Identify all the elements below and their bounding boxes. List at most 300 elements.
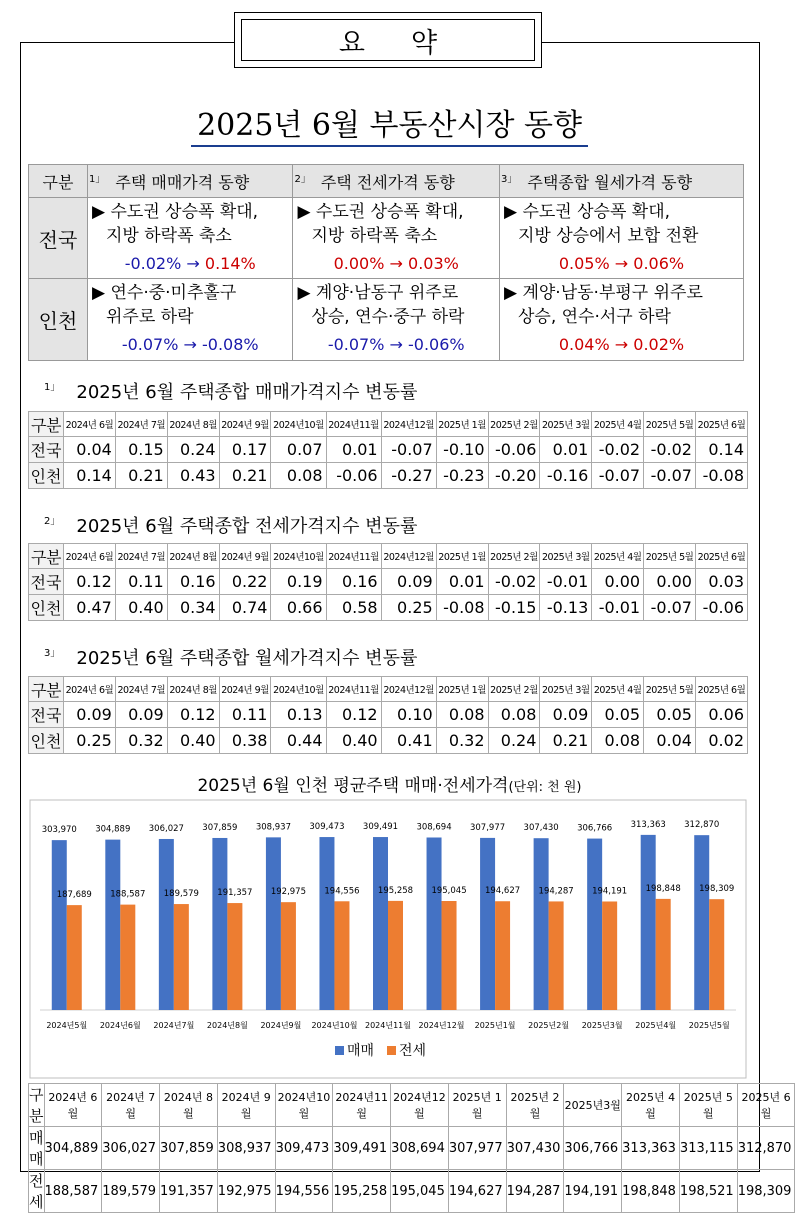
bar-전세 bbox=[388, 901, 403, 1010]
value-to: 0.03% bbox=[408, 254, 459, 273]
row-label: 전국 bbox=[29, 702, 64, 728]
table-cell: -0.16 bbox=[540, 463, 592, 489]
table-cell: 195,258 bbox=[333, 1170, 391, 1213]
month-header: 2024년 7월 bbox=[115, 412, 167, 437]
bar-매매 bbox=[159, 839, 174, 1010]
section-num: 2」 bbox=[44, 516, 61, 527]
table-cell: -0.23 bbox=[436, 463, 488, 489]
bar-매매 bbox=[212, 838, 227, 1010]
table-cell: -0.07 bbox=[381, 437, 436, 463]
table-header-row bbox=[29, 412, 748, 437]
summary-col-3 bbox=[499, 165, 743, 198]
x-tick-label: 2024년12월 bbox=[418, 1021, 465, 1030]
data-label: 308,694 bbox=[416, 822, 452, 833]
col-num: 3」 bbox=[500, 173, 518, 185]
col-label: 구분 bbox=[29, 412, 64, 437]
x-tick-label: 2024년5월 bbox=[46, 1021, 88, 1030]
month-header: 2025년3월 bbox=[564, 1084, 622, 1127]
x-tick-label: 2024년7월 bbox=[153, 1021, 195, 1030]
month-header: 2025년 4월 bbox=[592, 544, 644, 569]
table-cell: 0.58 bbox=[326, 595, 381, 621]
table-cell: 0.11 bbox=[219, 702, 271, 728]
bar-전세 bbox=[120, 905, 135, 1010]
bar-매매 bbox=[534, 838, 549, 1010]
table-cell: -0.07 bbox=[592, 463, 644, 489]
cell-line: ▶ 수도권 상승폭 확대, bbox=[503, 202, 671, 222]
row-label: 인천 bbox=[29, 728, 64, 754]
data-label: 304,889 bbox=[95, 824, 131, 835]
table-cell: 313,115 bbox=[679, 1127, 737, 1170]
month-header: 2025년 5월 bbox=[644, 412, 696, 437]
table-cell: 0.16 bbox=[167, 569, 219, 595]
table-cell: -0.08 bbox=[695, 463, 747, 489]
table-cell: 307,430 bbox=[506, 1127, 564, 1170]
rate-table-jeonse bbox=[28, 543, 748, 621]
table-cell: 189,579 bbox=[102, 1170, 160, 1213]
table-cell: 0.74 bbox=[219, 595, 271, 621]
bar-전세 bbox=[549, 901, 564, 1010]
month-header: 2025년 1월 bbox=[436, 412, 488, 437]
cell-line: ▶ 연수·중·미추홀구 bbox=[92, 283, 237, 303]
table-cell: 0.01 bbox=[540, 437, 592, 463]
table-cell: 0.66 bbox=[271, 595, 326, 621]
month-header: 2025년 4월 bbox=[622, 1084, 680, 1127]
price-bar-chart bbox=[30, 800, 746, 1078]
table-cell: 308,694 bbox=[391, 1127, 449, 1170]
data-label: 194,556 bbox=[324, 886, 360, 897]
month-header: 2025년 1월 bbox=[448, 1084, 506, 1127]
table-row bbox=[29, 595, 748, 621]
data-label: 309,473 bbox=[309, 822, 345, 833]
table-cell: 195,045 bbox=[391, 1170, 449, 1213]
bar-전세 bbox=[442, 901, 457, 1010]
bar-매매 bbox=[427, 837, 442, 1010]
bar-전세 bbox=[174, 904, 189, 1010]
table-row bbox=[29, 1170, 795, 1213]
table-cell: 0.00 bbox=[592, 569, 644, 595]
row-label: 인천 bbox=[29, 279, 88, 361]
table-cell: 0.17 bbox=[219, 437, 271, 463]
table-cell: 0.06 bbox=[695, 702, 747, 728]
month-header: 2025년 5월 bbox=[644, 544, 696, 569]
table-cell: 0.40 bbox=[115, 595, 167, 621]
month-header: 2024년11월 bbox=[326, 677, 381, 702]
table-cell: 0.05 bbox=[592, 702, 644, 728]
table-cell: -0.06 bbox=[326, 463, 381, 489]
bar-전세 bbox=[656, 899, 671, 1010]
month-header: 2025년 6월 bbox=[695, 412, 747, 437]
month-header: 2025년 2월 bbox=[488, 412, 540, 437]
data-label: 313,363 bbox=[630, 819, 666, 830]
bar-전세 bbox=[67, 905, 82, 1010]
table-cell: 0.21 bbox=[219, 463, 271, 489]
value-to: 0.14% bbox=[204, 254, 256, 273]
table-cell: -0.06 bbox=[695, 595, 747, 621]
bar-매매 bbox=[52, 840, 67, 1010]
legend-label: 전세 bbox=[399, 1043, 427, 1059]
bar-매매 bbox=[694, 835, 709, 1010]
arrow-icon: → bbox=[186, 254, 200, 273]
table-cell: 0.03 bbox=[695, 569, 747, 595]
row-label: 전국 bbox=[29, 569, 64, 595]
month-header: 2024년 9월 bbox=[217, 1084, 275, 1127]
table-cell: -0.06 bbox=[488, 437, 540, 463]
x-tick-label: 2025년1월 bbox=[474, 1021, 516, 1030]
month-header: 2024년 8월 bbox=[160, 1084, 218, 1127]
table-cell: -0.01 bbox=[540, 569, 592, 595]
table-cell: 309,473 bbox=[275, 1127, 333, 1170]
table-cell: 306,766 bbox=[564, 1127, 622, 1170]
table-cell: 0.08 bbox=[592, 728, 644, 754]
data-label: 194,191 bbox=[592, 886, 628, 897]
table-cell: 309,491 bbox=[333, 1127, 391, 1170]
summary-badge bbox=[234, 12, 542, 68]
bar-매매 bbox=[105, 840, 120, 1010]
arrow-icon: → bbox=[183, 335, 197, 354]
value-from: 0.00% bbox=[333, 254, 385, 273]
chart-unit: (단위: 천 원) bbox=[508, 780, 582, 795]
row-label: 매매 bbox=[29, 1127, 45, 1170]
summary-col-label: 구분 bbox=[29, 165, 88, 198]
table-cell: -0.15 bbox=[488, 595, 540, 621]
summary-cell bbox=[293, 198, 500, 279]
month-header: 2024년11월 bbox=[326, 544, 381, 569]
table-header-row bbox=[29, 677, 748, 702]
month-header: 2025년 2월 bbox=[506, 1084, 564, 1127]
legend-swatch bbox=[335, 1046, 344, 1055]
table-header-row bbox=[29, 544, 748, 569]
page-title bbox=[0, 100, 779, 144]
legend-label: 매매 bbox=[347, 1043, 375, 1059]
month-header: 2025년 2월 bbox=[488, 677, 540, 702]
summary-cell bbox=[499, 198, 743, 279]
table-cell: -0.01 bbox=[592, 595, 644, 621]
value-from: 0.05% bbox=[558, 254, 610, 273]
cell-line: 상승, 연수·중구 하락 bbox=[311, 307, 465, 327]
table-cell: 0.43 bbox=[167, 463, 219, 489]
row-label: 전세 bbox=[29, 1170, 45, 1213]
table-cell: -0.27 bbox=[381, 463, 436, 489]
data-label: 303,970 bbox=[41, 825, 77, 836]
table-cell: 198,309 bbox=[737, 1170, 795, 1213]
x-tick-label: 2024년9월 bbox=[260, 1021, 302, 1030]
section-title: 2025년 6월 주택종합 전세가격지수 변동률 bbox=[76, 516, 418, 537]
table-cell: 0.25 bbox=[64, 728, 116, 754]
table-cell: 188,587 bbox=[44, 1170, 102, 1213]
table-cell: 0.13 bbox=[271, 702, 326, 728]
table-cell: -0.20 bbox=[488, 463, 540, 489]
cell-line: ▶ 계양·남동구 위주로 bbox=[297, 283, 459, 303]
month-header: 2025년 1월 bbox=[436, 677, 488, 702]
chart-title-text: 2025년 6월 인천 평균주택 매매·전세가격 bbox=[197, 776, 509, 796]
value-from: -0.07% bbox=[121, 335, 179, 354]
month-header: 2025년 5월 bbox=[679, 1084, 737, 1127]
table-row bbox=[29, 728, 748, 754]
table-cell: 198,848 bbox=[622, 1170, 680, 1213]
summary-table bbox=[28, 164, 744, 361]
data-label: 195,258 bbox=[377, 885, 414, 896]
table-cell: 0.12 bbox=[64, 569, 116, 595]
row-label: 전국 bbox=[29, 437, 64, 463]
table-cell: 0.40 bbox=[326, 728, 381, 754]
table-cell: 0.08 bbox=[271, 463, 326, 489]
month-header: 2024년11월 bbox=[326, 412, 381, 437]
data-label: 188,587 bbox=[110, 889, 146, 900]
month-header: 2024년12월 bbox=[381, 677, 436, 702]
table-cell: 312,870 bbox=[737, 1127, 795, 1170]
month-header: 2024년 7월 bbox=[115, 677, 167, 702]
table-cell: 194,191 bbox=[564, 1170, 622, 1213]
section-heading-3 bbox=[44, 644, 417, 670]
table-cell: 304,889 bbox=[44, 1127, 102, 1170]
data-label: 194,627 bbox=[484, 886, 521, 897]
month-header: 2025년 6월 bbox=[737, 1084, 795, 1127]
table-row bbox=[29, 702, 748, 728]
table-cell: 0.08 bbox=[488, 702, 540, 728]
data-label: 189,579 bbox=[163, 889, 199, 900]
table-cell: 0.21 bbox=[115, 463, 167, 489]
table-cell: 0.24 bbox=[167, 437, 219, 463]
table-cell: 0.02 bbox=[695, 728, 747, 754]
section-num: 3」 bbox=[44, 648, 61, 659]
table-cell: 0.11 bbox=[115, 569, 167, 595]
table-cell: 0.07 bbox=[271, 437, 326, 463]
bar-전세 bbox=[281, 902, 296, 1010]
bar-매매 bbox=[319, 837, 334, 1010]
table-cell: 0.32 bbox=[115, 728, 167, 754]
month-header: 2024년 8월 bbox=[167, 544, 219, 569]
month-header: 2024년12월 bbox=[391, 1084, 449, 1127]
x-tick-label: 2025년5월 bbox=[688, 1021, 730, 1030]
bar-매매 bbox=[480, 838, 495, 1010]
summary-cell bbox=[293, 279, 500, 361]
x-tick-label: 2024년11월 bbox=[365, 1021, 411, 1030]
month-header: 2025년 4월 bbox=[592, 677, 644, 702]
summary-row-national bbox=[29, 198, 744, 279]
table-cell: 0.08 bbox=[436, 702, 488, 728]
table-cell: 0.12 bbox=[167, 702, 219, 728]
row-label: 전국 bbox=[29, 198, 88, 279]
month-header: 2024년 7월 bbox=[102, 1084, 160, 1127]
price-table bbox=[28, 1083, 795, 1213]
table-cell: 307,977 bbox=[448, 1127, 506, 1170]
value-from: -0.07% bbox=[327, 335, 385, 354]
cell-line: ▶ 수도권 상승폭 확대, bbox=[92, 202, 259, 222]
data-label: 307,430 bbox=[523, 823, 559, 834]
col-title: 주택 매매가격 동향 bbox=[115, 172, 250, 192]
x-tick-label: 2025년2월 bbox=[528, 1021, 570, 1030]
value-to: -0.06% bbox=[408, 335, 465, 354]
table-cell: 191,357 bbox=[160, 1170, 218, 1213]
month-header: 2025년 3월 bbox=[540, 412, 592, 437]
month-header: 2025년 5월 bbox=[644, 677, 696, 702]
arrow-icon: → bbox=[614, 335, 629, 354]
col-title: 주택 전세가격 동향 bbox=[320, 172, 455, 192]
table-cell: 306,027 bbox=[102, 1127, 160, 1170]
x-tick-label: 2024년8월 bbox=[206, 1021, 248, 1030]
row-label: 인천 bbox=[29, 595, 64, 621]
table-cell: -0.02 bbox=[592, 437, 644, 463]
table-cell: 0.09 bbox=[381, 569, 436, 595]
cell-line: 지방 상승에서 보합 전환 bbox=[517, 226, 699, 246]
month-header: 2025년 6월 bbox=[695, 677, 747, 702]
month-header: 2024년10월 bbox=[275, 1084, 333, 1127]
x-tick-label: 2025년3월 bbox=[581, 1021, 623, 1030]
month-header: 2024년 9월 bbox=[219, 544, 271, 569]
table-cell: 313,363 bbox=[622, 1127, 680, 1170]
rate-table-sale bbox=[28, 411, 748, 489]
x-tick-label: 2024년10월 bbox=[311, 1021, 358, 1030]
table-cell: 0.38 bbox=[219, 728, 271, 754]
month-header: 2024년 6월 bbox=[44, 1084, 102, 1127]
table-cell: 0.00 bbox=[644, 569, 696, 595]
table-cell: 0.32 bbox=[436, 728, 488, 754]
col-label: 구분 bbox=[29, 677, 64, 702]
table-cell: 0.21 bbox=[540, 728, 592, 754]
table-cell: 0.09 bbox=[115, 702, 167, 728]
table-header-row bbox=[29, 1084, 795, 1127]
col-num: 2」 bbox=[294, 173, 311, 185]
table-cell: 192,975 bbox=[217, 1170, 275, 1213]
table-cell: 0.41 bbox=[381, 728, 436, 754]
month-header: 2025년 3월 bbox=[540, 544, 592, 569]
table-cell: 194,287 bbox=[506, 1170, 564, 1213]
data-label: 306,766 bbox=[577, 823, 613, 834]
x-tick-label: 2025년4월 bbox=[635, 1021, 677, 1030]
month-header: 2024년12월 bbox=[381, 412, 436, 437]
table-cell: 0.47 bbox=[64, 595, 116, 621]
cell-line: 상승, 연수·서구 하락 bbox=[517, 307, 671, 327]
cell-line: ▶ 수도권 상승폭 확대, bbox=[297, 202, 464, 222]
bar-전세 bbox=[495, 901, 510, 1010]
table-cell: -0.07 bbox=[644, 463, 696, 489]
data-label: 307,859 bbox=[202, 822, 238, 833]
value-to: -0.08% bbox=[202, 335, 259, 354]
table-cell: 0.40 bbox=[167, 728, 219, 754]
col-label: 구분 bbox=[29, 544, 64, 569]
bar-매매 bbox=[587, 839, 602, 1010]
col-label: 구분 bbox=[29, 1084, 45, 1127]
section-heading-2 bbox=[44, 512, 417, 538]
x-tick-label: 2024년6월 bbox=[99, 1021, 141, 1030]
table-row bbox=[29, 1127, 795, 1170]
arrow-icon: → bbox=[389, 254, 403, 273]
table-cell: 0.19 bbox=[271, 569, 326, 595]
month-header: 2024년10월 bbox=[271, 412, 326, 437]
col-num: 1」 bbox=[89, 173, 106, 185]
table-cell: 0.14 bbox=[695, 437, 747, 463]
table-cell: 198,521 bbox=[679, 1170, 737, 1213]
month-header: 2024년 6월 bbox=[64, 544, 116, 569]
page-title-text: 2025년 6월 부동산시장 동향 bbox=[191, 108, 588, 147]
arrow-icon: → bbox=[389, 335, 403, 354]
col-title: 주택종합 월세가격 동향 bbox=[527, 172, 693, 192]
bar-매매 bbox=[373, 837, 388, 1010]
value-from: -0.02% bbox=[124, 254, 182, 273]
table-cell: 0.10 bbox=[381, 702, 436, 728]
table-cell: 0.14 bbox=[64, 463, 116, 489]
cell-line: 지방 하락폭 축소 bbox=[106, 226, 232, 246]
summary-cell bbox=[499, 279, 743, 361]
summary-col-2 bbox=[293, 165, 500, 198]
bar-전세 bbox=[227, 903, 242, 1010]
bar-매매 bbox=[266, 837, 281, 1010]
data-label: 195,045 bbox=[431, 886, 467, 897]
month-header: 2024년 7월 bbox=[115, 544, 167, 569]
table-cell: 0.24 bbox=[488, 728, 540, 754]
row-label: 인천 bbox=[29, 463, 64, 489]
cell-line: ▶ 계양·남동·부평구 위주로 bbox=[503, 283, 703, 303]
data-label: 306,027 bbox=[148, 823, 184, 834]
table-cell: -0.08 bbox=[436, 595, 488, 621]
data-label: 307,977 bbox=[469, 822, 506, 833]
table-cell: 0.09 bbox=[540, 702, 592, 728]
legend-swatch bbox=[387, 1046, 396, 1055]
value-to: 0.06% bbox=[633, 254, 685, 273]
data-label: 309,491 bbox=[362, 822, 399, 833]
section-title: 2025년 6월 주택종합 매매가격지수 변동률 bbox=[76, 382, 418, 403]
table-row bbox=[29, 437, 748, 463]
data-label: 198,848 bbox=[645, 883, 681, 894]
table-cell: 307,859 bbox=[160, 1127, 218, 1170]
table-cell: 0.01 bbox=[326, 437, 381, 463]
table-cell: 0.05 bbox=[644, 702, 696, 728]
month-header: 2025년 1월 bbox=[436, 544, 488, 569]
table-cell: 0.16 bbox=[326, 569, 381, 595]
month-header: 2024년 8월 bbox=[167, 412, 219, 437]
month-header: 2025년 4월 bbox=[592, 412, 644, 437]
bar-전세 bbox=[334, 901, 349, 1010]
table-cell: 0.04 bbox=[644, 728, 696, 754]
month-header: 2024년11월 bbox=[333, 1084, 391, 1127]
summary-cell bbox=[88, 279, 293, 361]
table-cell: 0.44 bbox=[271, 728, 326, 754]
section-title: 2025년 6월 주택종합 월세가격지수 변동률 bbox=[76, 648, 418, 669]
summary-col-1 bbox=[88, 165, 293, 198]
month-header: 2024년10월 bbox=[271, 677, 326, 702]
cell-line: 지방 하락폭 축소 bbox=[311, 226, 438, 246]
table-cell: 0.01 bbox=[436, 569, 488, 595]
value-to: 0.02% bbox=[633, 335, 685, 354]
table-cell: 308,937 bbox=[217, 1127, 275, 1170]
table-cell: 0.34 bbox=[167, 595, 219, 621]
table-cell: 0.04 bbox=[64, 437, 116, 463]
data-label: 192,975 bbox=[270, 887, 307, 898]
cell-line: 위주로 하락 bbox=[106, 307, 194, 327]
bar-매매 bbox=[641, 835, 656, 1010]
rate-table-rent bbox=[28, 676, 748, 754]
month-header: 2024년 8월 bbox=[167, 677, 219, 702]
table-cell: 194,556 bbox=[275, 1170, 333, 1213]
table-cell: -0.07 bbox=[644, 595, 696, 621]
month-header: 2025년 2월 bbox=[488, 544, 540, 569]
table-cell: 194,627 bbox=[448, 1170, 506, 1213]
month-header: 2024년10월 bbox=[271, 544, 326, 569]
data-label: 191,357 bbox=[217, 888, 253, 899]
month-header: 2025년 3월 bbox=[540, 677, 592, 702]
arrow-icon: → bbox=[614, 254, 629, 273]
table-cell: 0.25 bbox=[381, 595, 436, 621]
table-cell: -0.13 bbox=[540, 595, 592, 621]
data-label: 312,870 bbox=[684, 820, 720, 831]
section-heading-1 bbox=[44, 378, 417, 404]
table-row bbox=[29, 569, 748, 595]
section-num: 1」 bbox=[44, 382, 61, 393]
table-cell: 0.12 bbox=[326, 702, 381, 728]
bar-전세 bbox=[602, 901, 617, 1010]
table-row bbox=[29, 463, 748, 489]
bar-전세 bbox=[709, 899, 724, 1010]
